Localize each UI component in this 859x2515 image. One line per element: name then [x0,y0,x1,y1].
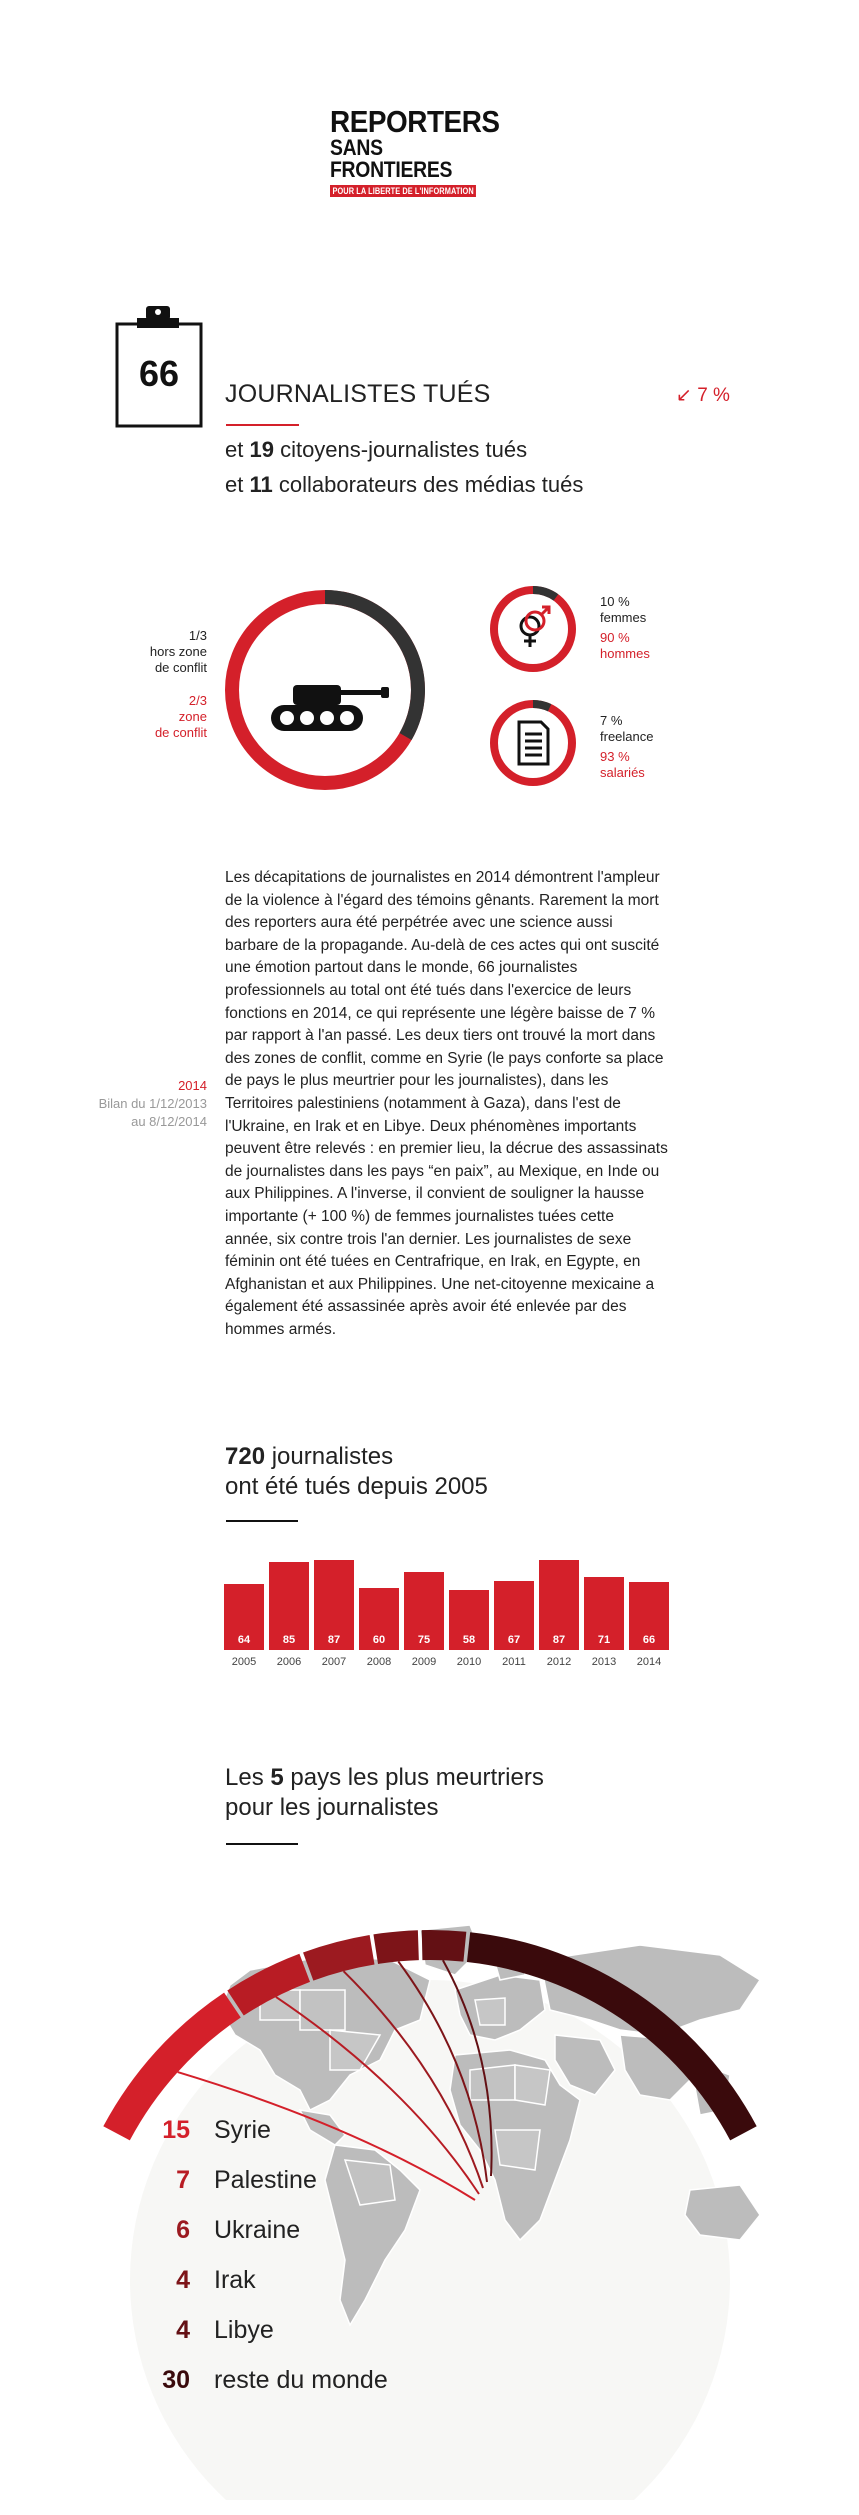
collaborator-count: 11 [249,472,273,497]
clipboard-icon [115,306,205,431]
bar-2012 [539,1560,579,1650]
men-pct: 90 % [600,630,630,645]
bar-2013 [584,1577,624,1650]
bar-2009 [404,1572,444,1650]
year-tick-label: 2005 [231,1656,257,1668]
bar-value-label: 58 [462,1634,476,1646]
bar-value-label: 66 [642,1634,656,1646]
women-label: femmes [600,610,647,625]
media-collaborators-line: et 11 collaborateurs des médias tués [225,472,584,497]
out-of-conflict-fraction: 1/3 [188,628,207,643]
country-row [130,2155,530,2205]
country-row [130,2355,530,2405]
change-indicator [676,384,730,407]
tank-icon [271,685,389,731]
out-of-conflict-label: 1/3 hors zone de conflit [120,628,207,676]
year-tick-label: 2011 [502,1656,526,1668]
year-tick-label: 2013 [591,1656,617,1668]
year-tick-label: 2010 [456,1656,482,1668]
bar-2010 [449,1590,489,1650]
bar-2008 [359,1588,399,1650]
country-row [130,2105,530,2155]
countries-heading-underline [226,1843,298,1845]
status-ring [488,698,578,788]
title-underline [226,424,299,426]
bar-value-label: 85 [282,1634,296,1646]
country-name: Libye [214,2315,274,2344]
year-tick-label: 2006 [276,1656,302,1668]
year-tick-label: 2012 [546,1656,572,1668]
salaried-pct: 93 % [600,749,630,764]
chart-heading-underline [226,1520,298,1522]
country-count: 4 [176,2265,190,2294]
freelance-pct: 7 % [600,713,623,728]
page-title: JOURNALISTES TUÉS [225,380,491,408]
year-tick-label: 2014 [636,1656,662,1668]
conflict-zone-fraction: 2/3 [188,693,207,708]
arc-segment-libye [422,1930,467,1962]
gender-ring [488,584,578,674]
document-icon [519,722,548,764]
conflict-zone-label: 2/3 zone de conflit [120,693,207,741]
country-row [130,2255,530,2305]
change-value: 7 % [697,385,730,406]
women-pct: 10 % [600,594,630,609]
countries-heading: Les 5 pays les plus meurtriers pour les journalistes [225,1764,544,1821]
country-count: 15 [162,2115,190,2144]
country-count: 6 [176,2215,190,2244]
country-name: Irak [214,2265,256,2294]
logo-line1: REPORTERS [330,104,500,139]
logo-line2: SANS FRONTIERES [330,135,453,182]
bar-value-label: 71 [597,1634,611,1646]
salaried-arc [494,704,572,782]
country-count: 7 [176,2165,190,2194]
citizen-count: 19 [249,437,274,462]
article-body: Les décapitations de journalistes en 2014 démontrent l'ampleur de la violence à l'égard des témoins gênants. Rarement la mort des reporters aura été perpétrée avec une science aussi barbare de la propagande. Au-delà de ces actes qui ont suscité une émotion partout dans le monde, 66 journalistes professionnels au total ont été tués dans l'exercice de leurs fonctions en 2014, ce qui représente une légère baisse de 7 % par rapport à l'an passé. Les deux tiers ont trouvé la mort dans des zones de conflit, comme en Syrie (le pays conforte sa place de pays le plus meurtrier pour les journalistes), dans les Territoires palestiniens (notamment à Gaza), dans l'est de l'Ukraine, en Irak et en Libye. Deux phénomènes importants peuvent être relevés : en premier lieu, la décrue des assassinats de journalistes dans les pays “en paix”, au Mexique, en Inde ou aux Philippines. A l'inverse, il convient de souligner la hausse importante (+ 100 %) de femmes journalistes tuées cette année, six contre trois l'an dernier. Les journalistes de sexe féminin ont été tuées en Centrafrique, en Irak, en Egypte, en Afghanistan et aux Philippines. Une net-citoyenne mexicaine a également été assassinée après avoir été enlevée par des hommes armés. [225,869,668,1338]
gender-legend [600,594,650,662]
bar-value-label: 60 [372,1634,386,1646]
conflict-zone-ring [220,585,430,795]
bar-value-label: 64 [237,1634,251,1646]
bar-chart [224,1560,684,1680]
salaried-label: salariés [600,765,645,780]
year-tick-label: 2009 [411,1656,437,1668]
men-label: hommes [600,646,650,661]
bar-2011 [494,1581,534,1650]
country-list [130,2105,530,2405]
bar-2005 [224,1584,264,1650]
country-name: Palestine [214,2165,317,2194]
side-note-year: 2014 [178,1078,207,1093]
logo [330,106,530,199]
citizen-journalists-line: et 19 citoyens-journalistes tués [225,437,528,462]
freelance-arc [533,704,550,708]
country-count: 4 [176,2315,190,2344]
bar-value-label: 87 [327,1634,341,1646]
arc-segment-irak [373,1930,418,1964]
country-row [130,2205,530,2255]
country-row [130,2305,530,2355]
logo-tagline: POUR LA LIBERTE DE L'INFORMATION [330,185,476,197]
bar-value-label: 67 [507,1634,521,1646]
country-name: Ukraine [214,2215,301,2244]
countries-count: 5 [270,1764,284,1791]
killed-count: 66 [138,353,180,394]
side-note: 2014 Bilan du 1/12/2013 au 8/12/2014 [40,1077,207,1131]
bar-2006 [269,1562,309,1650]
women-arc [533,590,556,597]
bar-2014 [629,1582,669,1650]
bar-value-label: 75 [417,1634,431,1646]
gender-symbols-icon [521,607,549,647]
down-arrow-icon: ↙ [676,385,692,406]
bar-value-label: 87 [552,1634,566,1646]
year-tick-label: 2007 [321,1656,347,1668]
country-name: Syrie [214,2115,271,2144]
total-killed: 720 [225,1443,266,1470]
country-count: 30 [162,2365,190,2394]
year-tick-label: 2008 [366,1656,392,1668]
bar-2007 [314,1560,354,1650]
country-name: reste du monde [214,2365,388,2394]
freelance-label: freelance [600,729,654,744]
status-legend [600,713,653,781]
chart-heading: 720 journalistes ont été tués depuis 2005 [225,1443,488,1500]
